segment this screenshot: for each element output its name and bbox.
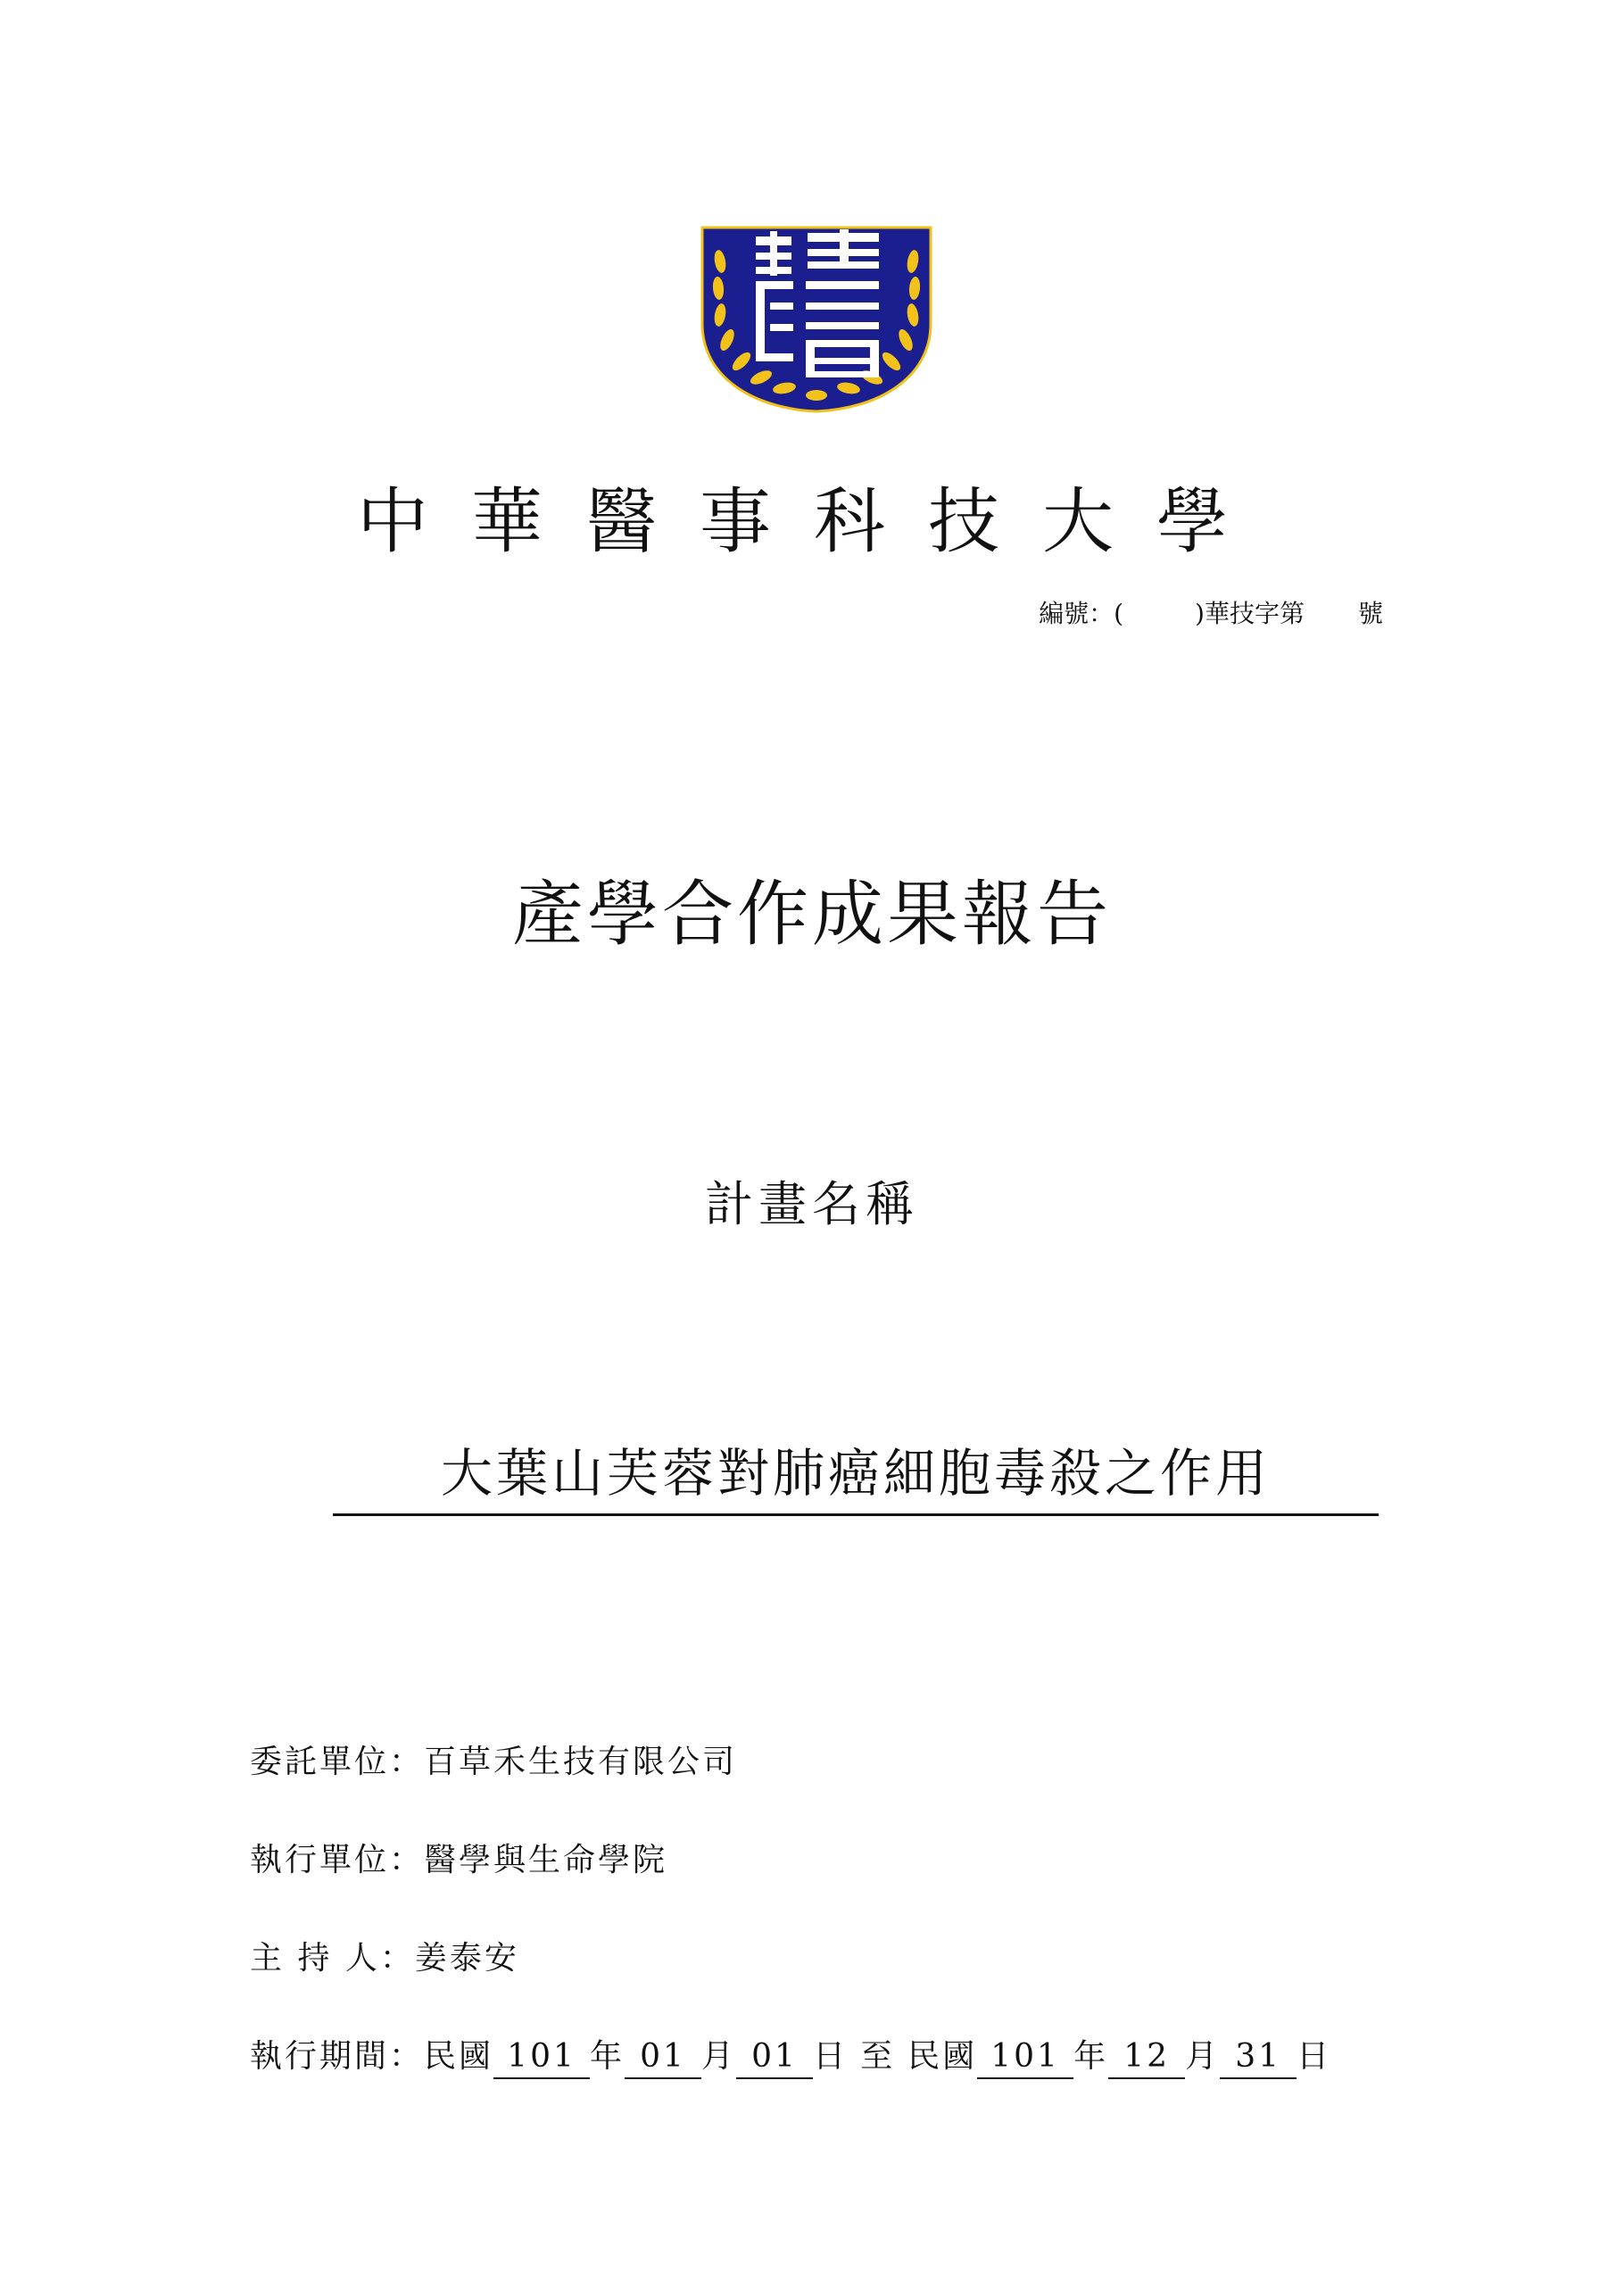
executor-label: 執行單位： xyxy=(250,1842,425,1878)
period-end-month: 12 xyxy=(1108,2036,1185,2079)
plan-label: 計畫名稱 xyxy=(705,1176,919,1232)
report-title: 產學合作成果報告 xyxy=(512,873,1112,956)
period-month-char-2: 月 xyxy=(1185,2038,1221,2075)
university-name: 中華醫事科技大學 xyxy=(357,480,1271,563)
period-start-year: 101 xyxy=(493,2036,590,2079)
university-logo xyxy=(700,226,932,413)
commissioner-row xyxy=(250,1740,737,1785)
period-day-char-2: 日 xyxy=(1297,2038,1332,2075)
period-to: 至 xyxy=(860,2038,896,2075)
executor-value: 醫學與生命學院 xyxy=(424,1842,668,1878)
period-day-char-1: 日 xyxy=(813,2038,849,2075)
period-roc-2: 民國 xyxy=(907,2038,978,2075)
period-label: 執行期間： xyxy=(250,2038,425,2075)
plan-name: 大葉山芙蓉對肺癌細胞毒殺之作用 xyxy=(333,1435,1379,1516)
serial-number-line xyxy=(1039,596,1383,632)
commissioner-value: 百草禾生技有限公司 xyxy=(424,1744,738,1780)
period-start-day: 01 xyxy=(736,2036,813,2079)
period-month-char-1: 月 xyxy=(701,2038,737,2075)
host-row xyxy=(250,1936,519,1981)
executor-row xyxy=(250,1838,667,1883)
period-end-year: 101 xyxy=(977,2036,1073,2079)
serial-label: 編號：( xyxy=(1039,599,1124,628)
commissioner-label: 委託單位： xyxy=(250,1744,425,1780)
serial-suffix: 號 xyxy=(1357,599,1383,628)
host-value: 姜泰安 xyxy=(414,1940,519,1977)
period-year-char-1: 年 xyxy=(590,2038,626,2075)
period-roc-1: 民國 xyxy=(424,2038,494,2075)
period-start-month: 01 xyxy=(625,2036,701,2079)
period-year-char-2: 年 xyxy=(1073,2038,1109,2075)
period-row xyxy=(250,2035,1331,2079)
serial-middle: )華技字第 xyxy=(1195,599,1305,628)
host-label: 主 持 人： xyxy=(250,1940,415,1977)
period-end-day: 31 xyxy=(1220,2036,1297,2079)
